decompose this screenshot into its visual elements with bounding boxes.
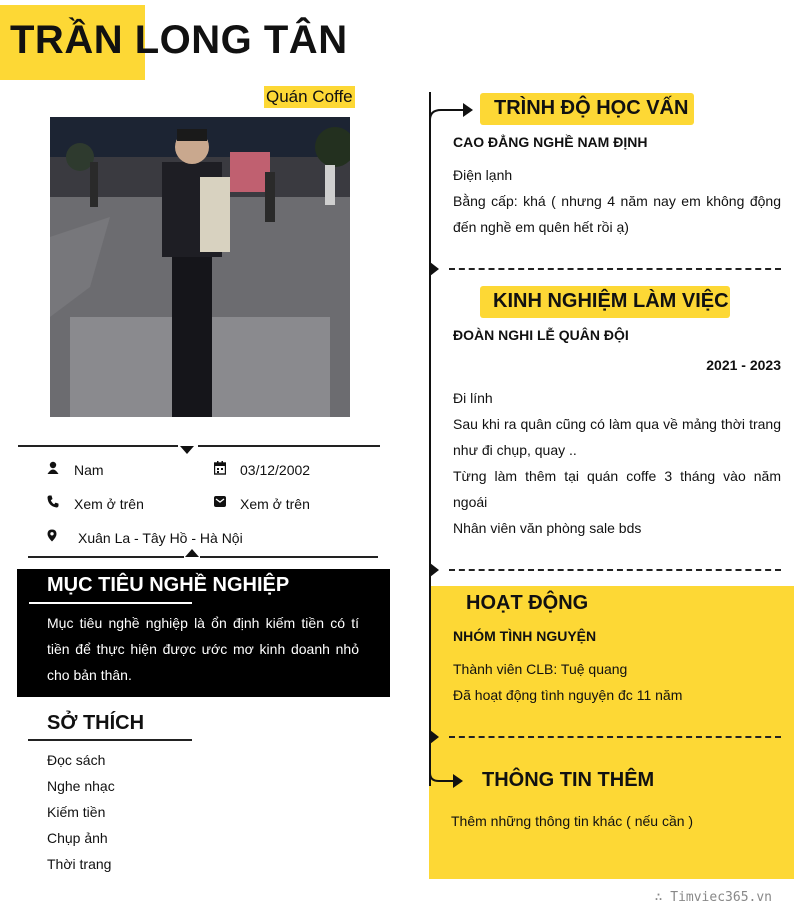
- additional-text: Thêm những thông tin khác ( nếu cần ): [451, 813, 694, 829]
- objective-title: MỤC TIÊU NGHỀ NGHIỆP: [47, 574, 290, 596]
- timeline-arrow-icon: [429, 100, 473, 122]
- experience-detail: Nhân viên văn phòng sale bds: [453, 520, 642, 536]
- objective-text: Mục tiêu nghề nghiệp là ổn định kiếm tiền có tí tiền để thực hiện được ước mơ kinh doanh nhỏ cho bản thân.: [47, 615, 359, 683]
- rule-pointer-up: [185, 549, 199, 557]
- candidate-name: TRẦN LONG TÂN: [10, 18, 348, 62]
- phone-value: Xem ở trên: [74, 496, 144, 512]
- phone-icon: [47, 495, 59, 513]
- timeline-marker: [430, 730, 439, 744]
- email-value: Xem ở trên: [240, 496, 310, 512]
- hobbies-title: SỞ THÍCH: [47, 712, 145, 734]
- education-school: CAO ĐẲNG NGHỀ NAM ĐỊNH: [453, 134, 648, 150]
- list-item: Thời trang: [47, 856, 112, 872]
- profile-photo: [50, 117, 350, 417]
- calendar-icon: [214, 461, 226, 480]
- experience-role: Đi lính: [453, 390, 493, 406]
- section-divider: [449, 736, 781, 738]
- timeline-line: [429, 92, 431, 786]
- brand-mark-icon: ∴: [654, 890, 671, 905]
- education-degree: Bằng cấp: khá ( nhưng 4 năm nay em không động đến nghề em quên hết rồi ạ): [453, 193, 781, 235]
- activities-detail: Thành viên CLB: Tuệ quang: [453, 661, 628, 677]
- brand-name: Timviec365.vn: [670, 890, 772, 905]
- list-item: Chụp ảnh: [47, 830, 108, 846]
- contact-bottom-rule-left: [28, 556, 184, 558]
- objective-title-underline: [29, 602, 192, 604]
- experience-company: ĐOÀN NGHI LỄ QUÂN ĐỘI: [453, 327, 629, 343]
- additional-title: THÔNG TIN THÊM: [482, 769, 655, 791]
- user-icon: [47, 461, 59, 480]
- birthday-value: 03/12/2002: [240, 462, 311, 478]
- contact-bottom-rule-right: [200, 556, 378, 558]
- timeline-marker: [430, 563, 439, 577]
- education-title: TRÌNH ĐỘ HỌC VẤN: [494, 97, 689, 119]
- hobbies-title-underline: [28, 739, 192, 741]
- education-major: Điện lạnh: [453, 167, 513, 183]
- timeline-arrow-icon: [429, 768, 463, 792]
- contact-top-rule-right: [198, 445, 380, 447]
- activities-org: NHÓM TÌNH NGUYỆN: [453, 628, 597, 644]
- list-item: Đọc sách: [47, 752, 106, 768]
- experience-detail: Sau khi ra quân cũng có làm qua về mảng thời trang như đi chụp, quay ..: [453, 416, 781, 458]
- experience-period: 2021 - 2023: [706, 357, 781, 373]
- address-value: Xuân La - Tây Hồ - Hà Nội: [78, 530, 243, 546]
- activities-detail: Đã hoạt động tình nguyện đc 11 năm: [453, 687, 683, 703]
- location-pin-icon: [47, 529, 57, 547]
- experience-detail: Từng làm thêm tại quán coffe 3 tháng vào năm ngoái: [453, 468, 781, 510]
- list-item: Nghe nhạc: [47, 778, 115, 794]
- desired-position: Quán Coffe: [266, 87, 353, 106]
- contact-top-rule-left: [18, 445, 178, 447]
- hobbies-list: [47, 747, 115, 877]
- experience-title: KINH NGHIỆM LÀM VIỆC: [493, 290, 729, 312]
- timeline-marker: [430, 262, 439, 276]
- activities-title: HOẠT ĐỘNG: [466, 592, 589, 614]
- section-divider: [449, 268, 781, 270]
- rule-pointer-down: [180, 446, 194, 454]
- gender-value: Nam: [74, 462, 104, 478]
- brand-watermark: [655, 890, 772, 905]
- email-icon: [214, 495, 226, 513]
- list-item: Kiếm tiền: [47, 804, 106, 820]
- section-divider: [449, 569, 781, 571]
